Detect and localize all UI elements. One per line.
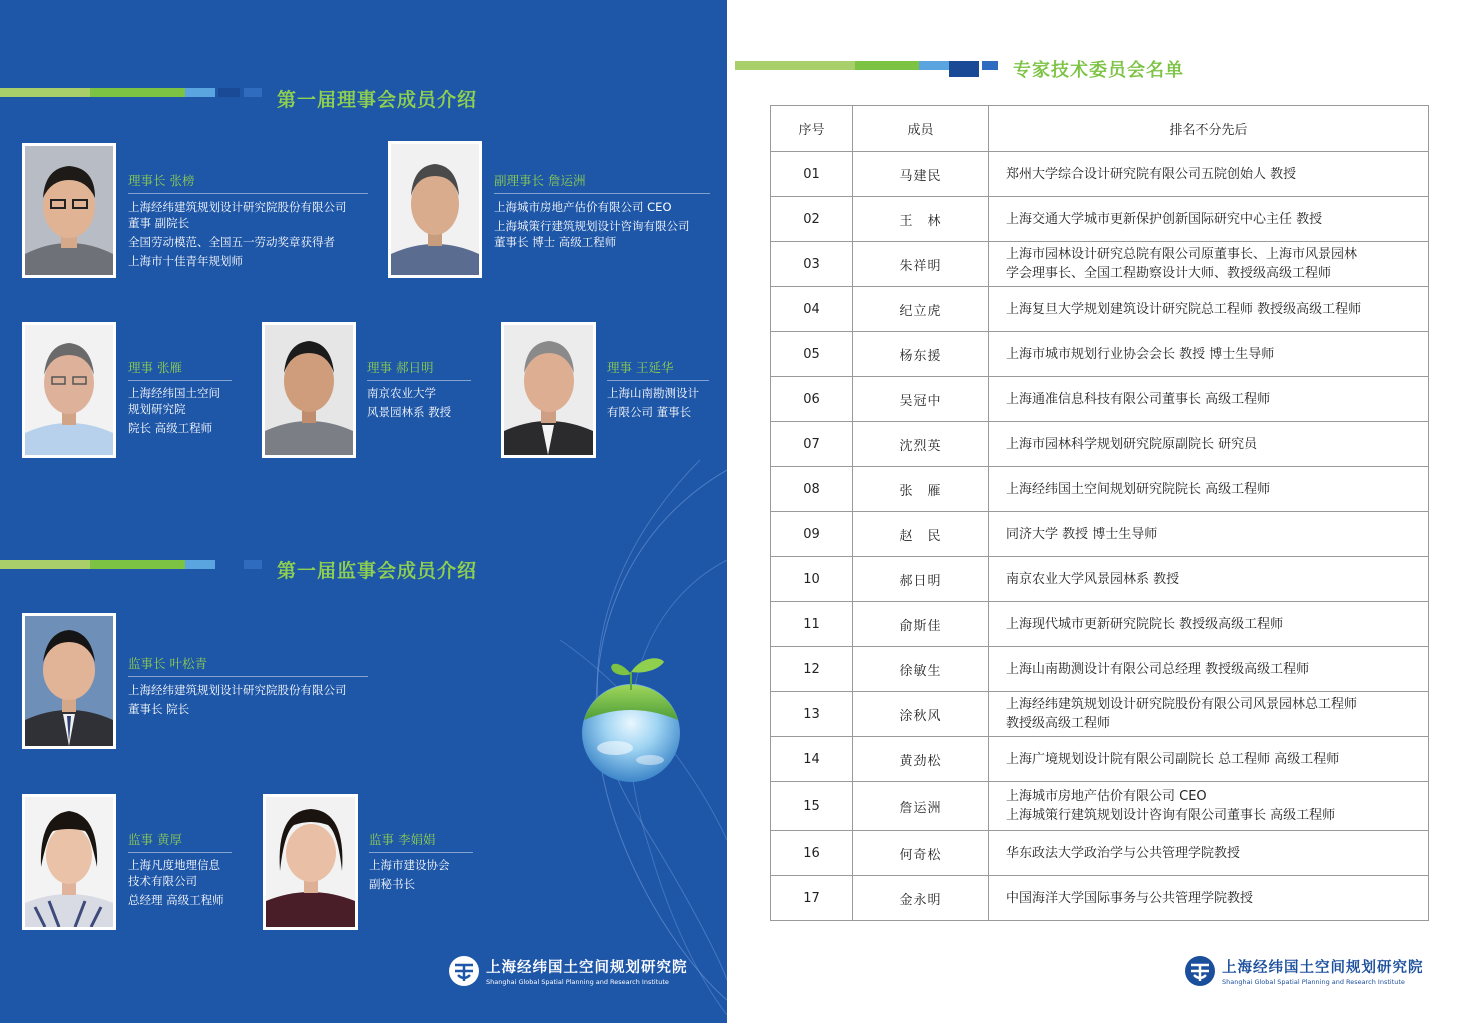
expert-description	[989, 647, 1429, 692]
description-line: 上海复旦大学规划建筑设计研究院总工程师 教授级高级工程师	[1006, 301, 1362, 317]
description-line: 南京农业大学风景园林系 教授	[1006, 571, 1180, 587]
row-number: 04	[771, 287, 853, 332]
row-number: 03	[771, 242, 853, 287]
description-line: 上海市园林科学规划研究院原副院长 研究员	[1006, 436, 1258, 452]
committee-title: 专家技术委员会名单	[1013, 60, 1184, 81]
description-line: 教授级高级工程师	[1006, 716, 1111, 731]
member-heading: 理事 王延华	[607, 358, 709, 381]
supervisory-section-title: 第一届监事会成员介绍	[277, 560, 478, 582]
member-detail: 上海山南勘测设计	[607, 386, 699, 400]
expert-description	[989, 876, 1429, 921]
description-line: 上海经纬国土空间规划研究院院长 高级工程师	[1006, 481, 1271, 497]
table-row	[771, 876, 1429, 921]
description-line: 上海城策行建筑规划设计咨询有限公司董事长 高级工程师	[1006, 808, 1336, 823]
member-heading: 理事长 张榜	[128, 171, 368, 194]
expert-name: 张 雁	[853, 467, 989, 512]
expert-description	[989, 692, 1429, 737]
expert-description	[989, 242, 1429, 287]
expert-name: 涂秋风	[853, 692, 989, 737]
description-line: 上海经纬建筑规划设计研究院股份有限公司风景园林总工程师	[1006, 697, 1358, 712]
expert-description	[989, 602, 1429, 647]
table-row	[771, 782, 1429, 831]
table-row	[771, 287, 1429, 332]
member-detail: 上海市十佳青年规划师	[128, 254, 243, 268]
expert-name: 杨东援	[853, 332, 989, 377]
member-photo	[501, 322, 596, 458]
expert-name: 王 林	[853, 197, 989, 242]
expert-name: 郝日明	[853, 557, 989, 602]
member-detail: 有限公司 董事长	[607, 405, 692, 419]
row-number: 02	[771, 197, 853, 242]
member-heading: 监事 李娟娟	[369, 830, 473, 853]
member-photo	[22, 794, 116, 930]
institute-logo-icon	[448, 955, 480, 987]
expert-name: 徐敏生	[853, 647, 989, 692]
row-number: 09	[771, 512, 853, 557]
description-line: 上海城市房地产估价有限公司 CEO	[1006, 789, 1207, 804]
member-heading: 监事长 叶松青	[128, 654, 368, 677]
member-heading: 理事 郝日明	[367, 358, 471, 381]
member-detail: 南京农业大学	[367, 386, 436, 400]
member-detail: 风景园林系 教授	[367, 405, 452, 419]
description-line: 上海山南勘测设计有限公司总经理 教授级高级工程师	[1006, 661, 1310, 677]
member-detail: 上海经纬建筑规划设计研究院股份有限公司	[128, 200, 347, 214]
row-number: 08	[771, 467, 853, 512]
row-number: 15	[771, 782, 853, 831]
institute-logo	[448, 955, 688, 987]
member-detail: 董事长 博士 高级工程师	[494, 235, 617, 249]
table-row	[771, 557, 1429, 602]
expert-description	[989, 831, 1429, 876]
expert-name: 何奇松	[853, 831, 989, 876]
column-header-no: 序号	[771, 106, 853, 152]
description-line: 上海市城市规划行业协会会长 教授 博士生导师	[1006, 346, 1275, 362]
member-detail: 上海凡度地理信息	[128, 858, 220, 872]
table-row	[771, 831, 1429, 876]
expert-description	[989, 782, 1429, 831]
member-detail: 董事 副院长	[128, 216, 190, 230]
member-heading: 理事 张雁	[128, 358, 232, 381]
row-number: 11	[771, 602, 853, 647]
member-photo	[22, 322, 116, 458]
table-row	[771, 602, 1429, 647]
row-number: 10	[771, 557, 853, 602]
table-row	[771, 647, 1429, 692]
expert-name: 朱祥明	[853, 242, 989, 287]
expert-name: 詹运洲	[853, 782, 989, 831]
row-number: 17	[771, 876, 853, 921]
expert-name: 纪立虎	[853, 287, 989, 332]
table-row	[771, 737, 1429, 782]
expert-name: 马建民	[853, 152, 989, 197]
member-detail: 副秘书长	[369, 877, 415, 891]
description-line: 上海市园林设计研究总院有限公司原董事长、上海市风景园林	[1006, 247, 1358, 262]
institute-name-cn: 上海经纬国土空间规划研究院	[1222, 960, 1424, 976]
description-line: 同济大学 教授 博士生导师	[1006, 526, 1158, 542]
member-detail: 上海城市房地产估价有限公司 CEO	[494, 200, 672, 214]
expert-description	[989, 557, 1429, 602]
member-photo	[262, 322, 356, 458]
institute-name-en: Shanghai Global Spatial Planning and Research Institute	[1222, 978, 1405, 986]
table-row	[771, 422, 1429, 467]
table-row	[771, 152, 1429, 197]
row-number: 01	[771, 152, 853, 197]
table-row	[771, 242, 1429, 287]
row-number: 13	[771, 692, 853, 737]
description-line: 郑州大学综合设计研究院有限公司五院创始人 教授	[1006, 166, 1297, 182]
expert-table	[770, 105, 1429, 921]
row-number: 12	[771, 647, 853, 692]
member-detail: 董事长 院长	[128, 702, 190, 716]
table-row	[771, 332, 1429, 377]
expert-description	[989, 287, 1429, 332]
table-row	[771, 467, 1429, 512]
column-header-desc: 排名不分先后	[989, 106, 1429, 152]
description-line: 华东政法大学政治学与公共管理学院教授	[1006, 845, 1241, 861]
row-number: 16	[771, 831, 853, 876]
member-detail: 技术有限公司	[128, 874, 197, 888]
member-detail: 上海城策行建筑规划设计咨询有限公司	[494, 219, 690, 233]
table-row	[771, 377, 1429, 422]
member-photo	[388, 141, 482, 278]
column-header-member: 成员	[853, 106, 989, 152]
member-detail: 规划研究院	[128, 402, 186, 416]
member-photo	[22, 613, 116, 749]
member-detail: 上海经纬建筑规划设计研究院股份有限公司	[128, 683, 347, 697]
institute-name-cn: 上海经纬国土空间规划研究院	[486, 960, 688, 976]
row-number: 06	[771, 377, 853, 422]
member-photo	[263, 794, 358, 930]
institute-logo	[1184, 955, 1424, 987]
description-line: 学会理事长、全国工程勘察设计大师、教授级高级工程师	[1006, 266, 1332, 281]
expert-description	[989, 737, 1429, 782]
description-line: 中国海洋大学国际事务与公共管理学院教授	[1006, 890, 1254, 906]
expert-description	[989, 197, 1429, 242]
member-detail: 上海经纬国土空间	[128, 386, 220, 400]
table-row	[771, 512, 1429, 557]
member-detail: 总经理 高级工程师	[128, 893, 224, 907]
description-line: 上海交通大学城市更新保护创新国际研究中心主任 教授	[1006, 211, 1323, 227]
institute-name-en: Shanghai Global Spatial Planning and Research Institute	[486, 978, 669, 986]
member-detail: 院长 高级工程师	[128, 421, 213, 435]
description-line: 上海广境规划设计院有限公司副院长 总工程师 高级工程师	[1006, 751, 1340, 767]
table-header-row	[771, 106, 1429, 152]
expert-description	[989, 152, 1429, 197]
row-number: 07	[771, 422, 853, 467]
board-section-title: 第一届理事会成员介绍	[277, 89, 478, 111]
member-heading: 监事 黄厚	[128, 830, 232, 853]
table-row	[771, 692, 1429, 737]
description-line: 上海通准信息科技有限公司董事长 高级工程师	[1006, 391, 1271, 407]
expert-name: 沈烈英	[853, 422, 989, 467]
board-introduction-page	[0, 0, 727, 1023]
expert-description	[989, 332, 1429, 377]
expert-name: 金永明	[853, 876, 989, 921]
member-photo	[22, 143, 116, 278]
expert-name: 黄劲松	[853, 737, 989, 782]
expert-description	[989, 377, 1429, 422]
member-detail: 上海市建设协会	[369, 858, 450, 872]
member-detail: 全国劳动模范、全国五一劳动奖章获得者	[128, 235, 335, 249]
description-line: 上海现代城市更新研究院院长 教授级高级工程师	[1006, 616, 1284, 632]
row-number: 05	[771, 332, 853, 377]
member-heading: 副理事长 詹运洲	[494, 171, 710, 194]
expert-committee-page	[727, 0, 1463, 1023]
expert-name: 赵 民	[853, 512, 989, 557]
table-row	[771, 197, 1429, 242]
expert-description	[989, 512, 1429, 557]
expert-name: 俞斯佳	[853, 602, 989, 647]
expert-name: 吴冠中	[853, 377, 989, 422]
expert-description	[989, 422, 1429, 467]
row-number: 14	[771, 737, 853, 782]
institute-logo-icon	[1184, 955, 1216, 987]
expert-description	[989, 467, 1429, 512]
